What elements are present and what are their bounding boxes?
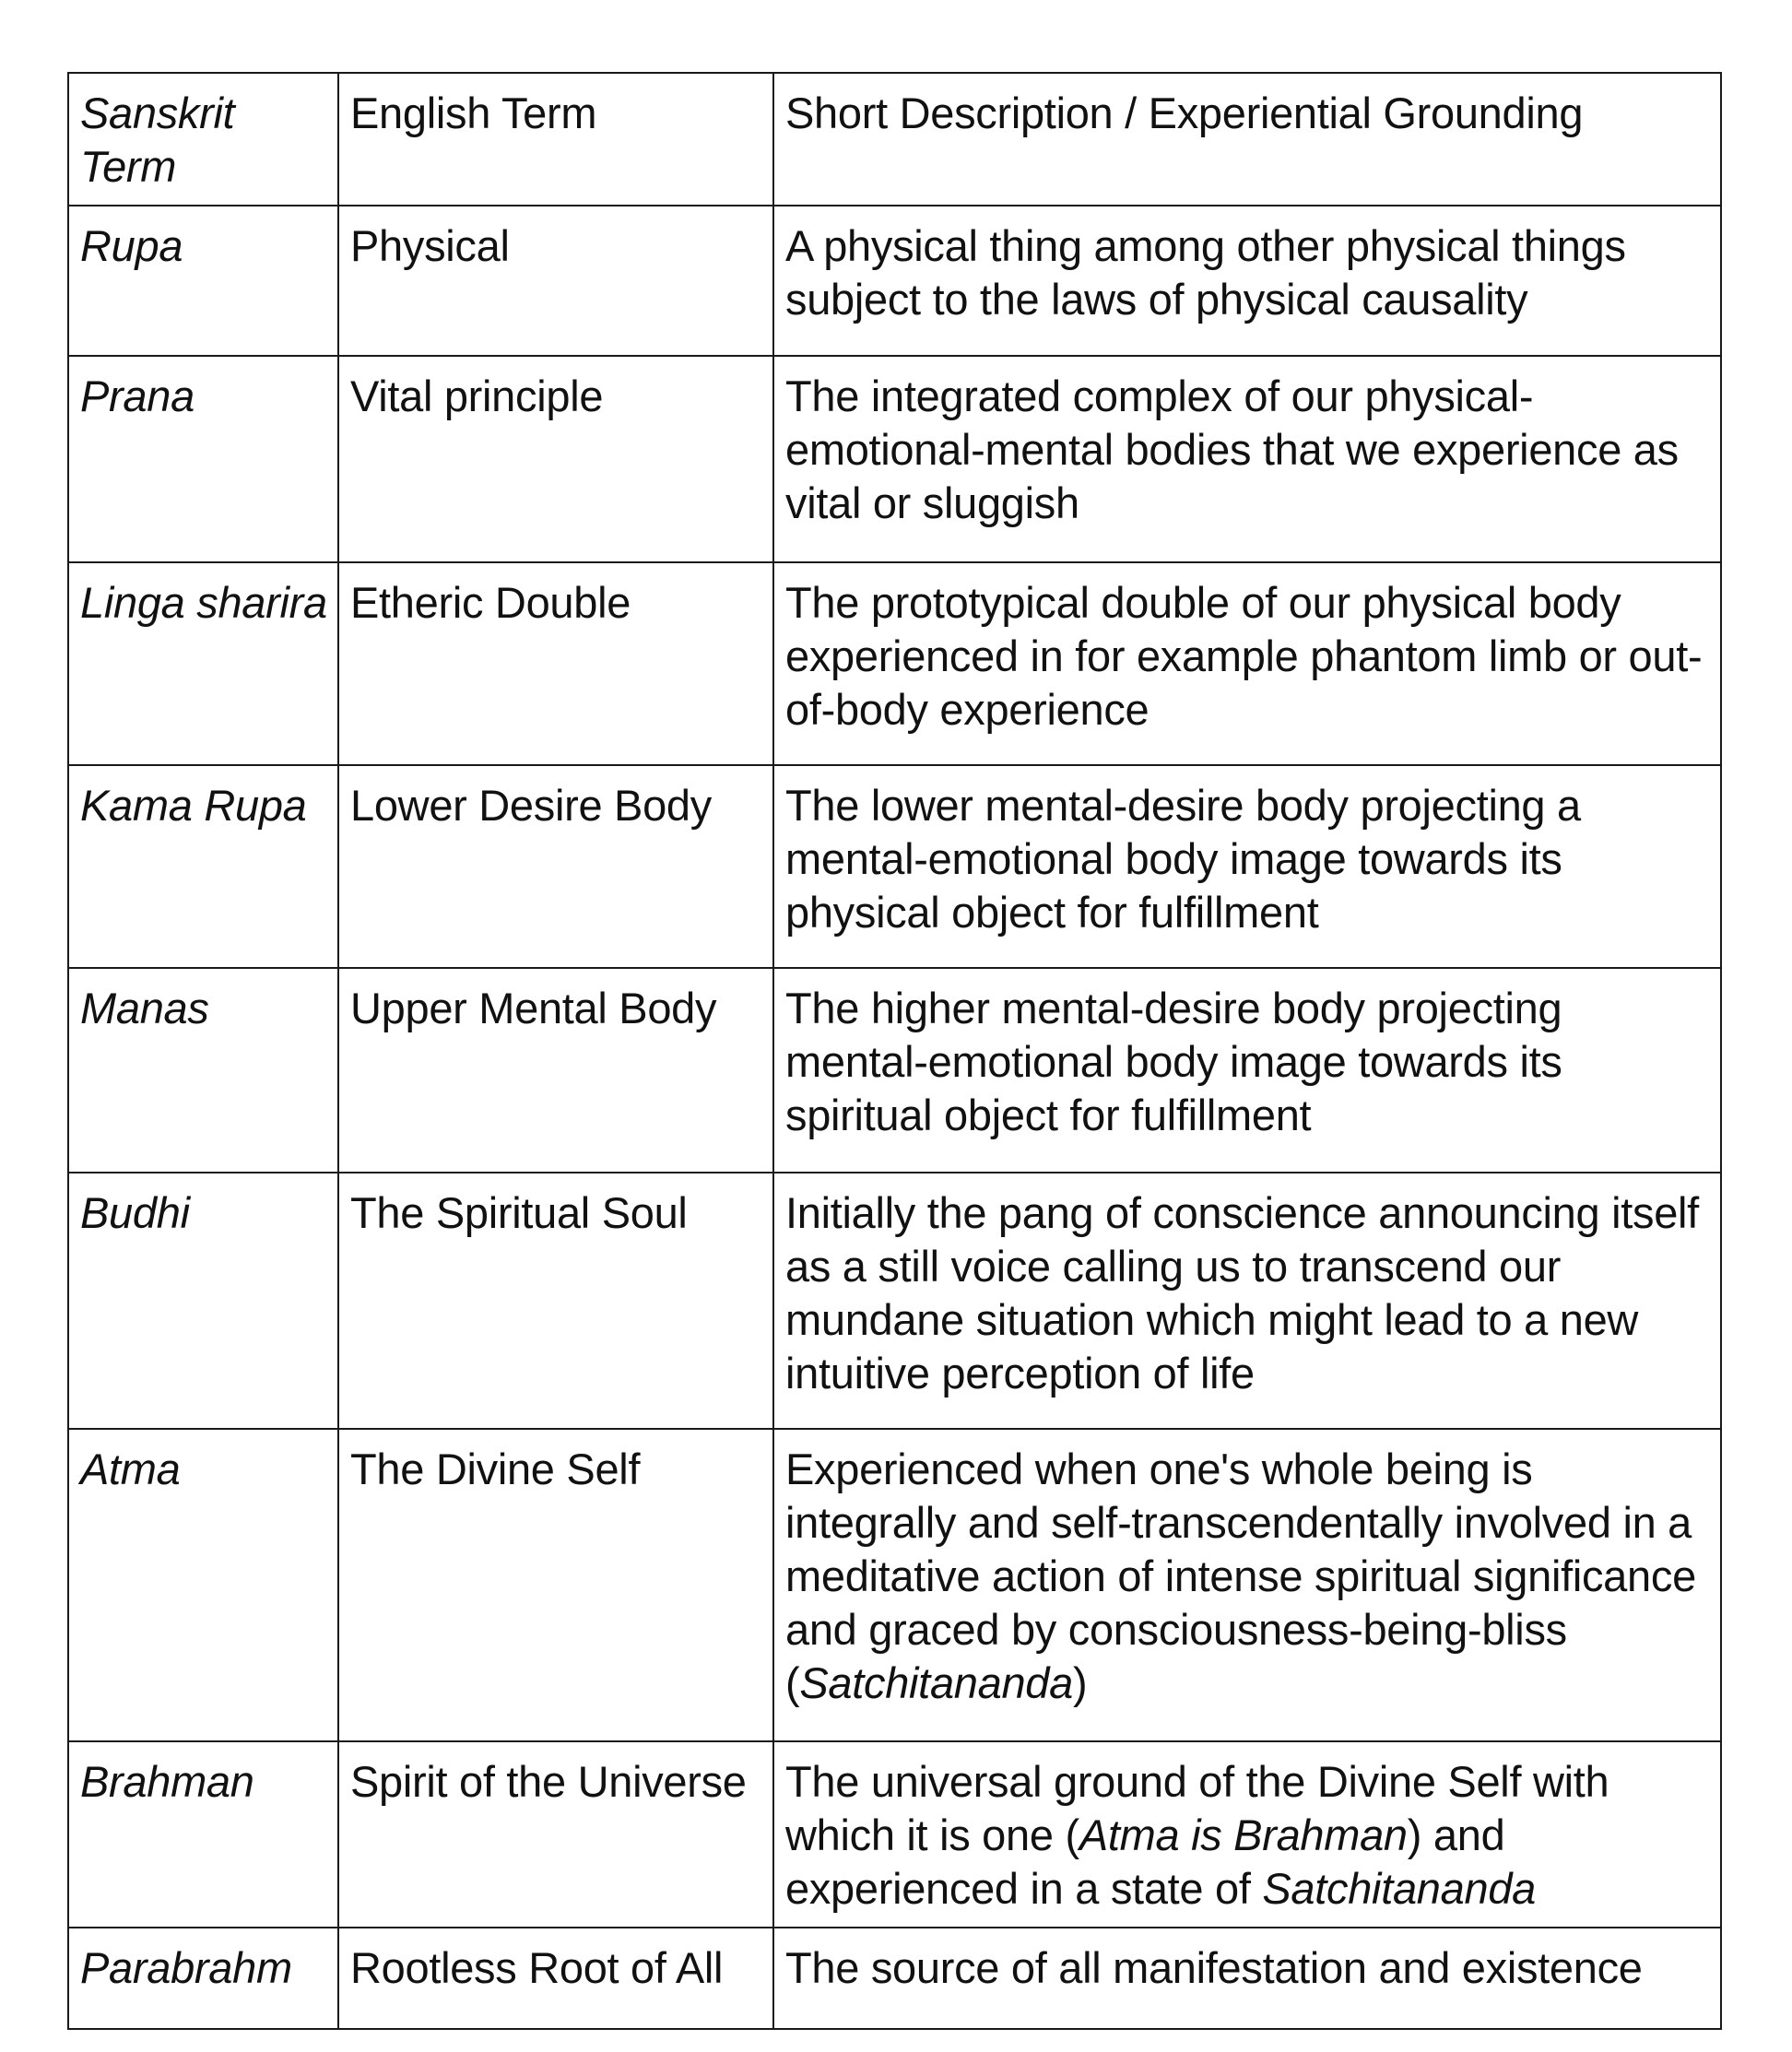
english-cell: Vital principle xyxy=(338,356,773,562)
header-english: English Term xyxy=(338,73,773,206)
sanskrit-cell: Budhi xyxy=(68,1173,338,1429)
sanskrit-cell: Manas xyxy=(68,968,338,1173)
table-row xyxy=(68,206,1721,356)
terms-table xyxy=(67,72,1722,2030)
sanskrit-cell: Rupa xyxy=(68,206,338,356)
english-cell: Spirit of the Universe xyxy=(338,1741,773,1928)
table-row xyxy=(68,968,1721,1173)
table-row xyxy=(68,1429,1721,1741)
description-emphasis: Satchitananda xyxy=(799,1658,1073,1707)
description-emphasis: Satchitananda xyxy=(1262,1864,1536,1913)
english-cell: Lower Desire Body xyxy=(338,765,773,968)
description-text: The universal ground of the Divine Self with which it is one ( xyxy=(785,1757,1609,1859)
sanskrit-cell: Parabrahm xyxy=(68,1928,338,2029)
english-cell: Rootless Root of All xyxy=(338,1928,773,2029)
description-cell: The integrated complex of our physical-emotional-mental bodies that we experience as vital or sluggish xyxy=(773,356,1721,562)
description-cell: The higher mental-desire body projecting mental-emotional body image towards its spiritual object for fulfillment xyxy=(773,968,1721,1173)
description-text: Experienced when one's whole being is integrally and self-transcendentally involved in a meditative action of intense spiritual significance and graced by consciousness-being-bliss ( xyxy=(785,1445,1696,1707)
description-text: ) and experienced in a state of xyxy=(785,1810,1505,1913)
sanskrit-cell: Prana xyxy=(68,356,338,562)
english-cell: The Spiritual Soul xyxy=(338,1173,773,1429)
description-cell xyxy=(773,1429,1721,1741)
table-row xyxy=(68,1741,1721,1928)
table-row xyxy=(68,356,1721,562)
table-row xyxy=(68,1173,1721,1429)
header-description: Short Description / Experiential Grounding xyxy=(773,73,1721,206)
description-emphasis: Atma is Brahman xyxy=(1079,1810,1408,1859)
description-cell: The lower mental-desire body projecting a mental-emotional body image towards its physical object for fulfillment xyxy=(773,765,1721,968)
header-sanskrit: Sanskrit Term xyxy=(68,73,338,206)
description-cell: The source of all manifestation and existence xyxy=(773,1928,1721,2029)
table-row xyxy=(68,1928,1721,2029)
description-cell: The prototypical double of our physical body experienced in for example phantom limb or out-of-body experience xyxy=(773,562,1721,765)
description-text: ) xyxy=(1072,1658,1088,1707)
description-cell: A physical thing among other physical things subject to the laws of physical causality xyxy=(773,206,1721,356)
sanskrit-cell: Kama Rupa xyxy=(68,765,338,968)
english-cell: The Divine Self xyxy=(338,1429,773,1741)
description-cell: Initially the pang of conscience announcing itself as a still voice calling us to transcend our mundane situation which might lead to a new intuitive perception of life xyxy=(773,1173,1721,1429)
sanskrit-cell: Linga sharira xyxy=(68,562,338,765)
header-row xyxy=(68,73,1721,206)
english-cell: Physical xyxy=(338,206,773,356)
sanskrit-cell: Brahman xyxy=(68,1741,338,1928)
english-cell: Upper Mental Body xyxy=(338,968,773,1173)
table-row xyxy=(68,562,1721,765)
sanskrit-cell: Atma xyxy=(68,1429,338,1741)
description-cell xyxy=(773,1741,1721,1928)
table-row xyxy=(68,765,1721,968)
english-cell: Etheric Double xyxy=(338,562,773,765)
